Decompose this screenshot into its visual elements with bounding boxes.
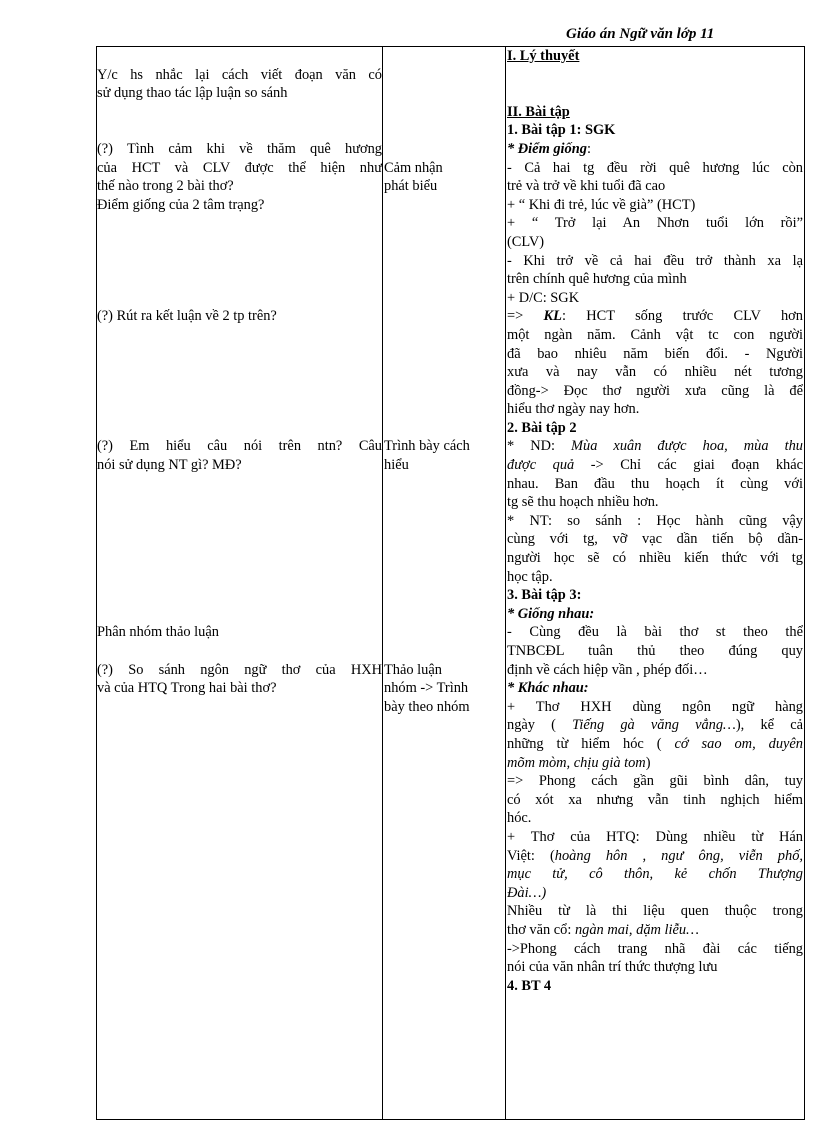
content-line: - Cùng đều là bài thơ st theo thể bbox=[507, 624, 803, 641]
teacher-instruction: Phân nhóm thảo luận bbox=[97, 624, 219, 641]
subheading: * Khác nhau: bbox=[507, 680, 589, 697]
student-activity-column bbox=[384, 47, 505, 716]
content-line: + Thơ HXH dùng ngôn ngữ hàng bbox=[507, 698, 803, 715]
content-line: Đài…) bbox=[507, 884, 547, 901]
teacher-question: thế nào trong 2 bài thơ? bbox=[97, 178, 234, 195]
teacher-question: của HCT và CLV được thể hiện như bbox=[97, 159, 382, 176]
table-border-right bbox=[804, 47, 805, 1119]
content-line: hiểu thơ ngày nay hơn. bbox=[507, 401, 640, 418]
content-line: + Thơ của HTQ: Dùng nhiều từ Hán bbox=[507, 828, 803, 845]
content-line: ->Phong cách trang nhã đài các tiếng bbox=[507, 940, 803, 957]
teacher-question: (?) So sánh ngôn ngữ thơ của HXH bbox=[97, 661, 382, 678]
content-column bbox=[507, 47, 803, 995]
content-line: cùng với tg, vỡ vạc dần tiến bộ dần- bbox=[507, 531, 803, 548]
content-line: - Cả hai tg đều rời quê hương lúc còn bbox=[507, 159, 803, 176]
page-header: Giáo án Ngữ văn lớp 11 bbox=[566, 26, 715, 42]
section-heading: I. Lý thuyết bbox=[507, 48, 580, 64]
student-activity: Thảo luận bbox=[384, 661, 442, 678]
exercise-heading: 3. Bài tập 3: bbox=[507, 587, 582, 604]
content-line: đã bao nhiêu năm biến đổi. - Người bbox=[507, 345, 803, 362]
student-activity: bày theo nhóm bbox=[384, 698, 470, 715]
content-line: những từ hiểm hóc ( cớ sao om, duyên bbox=[507, 735, 803, 752]
content-line: được quả -> Chỉ các giai đoạn khác bbox=[507, 457, 803, 474]
content-line: mõm mòm, chịu già tom) bbox=[507, 754, 651, 771]
content-line: hóc. bbox=[507, 810, 532, 827]
content-line: => Phong cách gần gũi bình dân, tuy bbox=[507, 773, 803, 790]
content-line: mục tử, cô thôn, kẻ chốn Thượng bbox=[507, 866, 803, 883]
student-activity: Cảm nhận bbox=[384, 159, 443, 176]
content-line: một ngàn năm. Cảnh vật tc con người bbox=[507, 326, 803, 343]
content-line: Nhiều từ là thi liệu quen thuộc trong bbox=[507, 903, 803, 920]
content-line: ngày ( Tiếng gà văng vẳng…), kể cả bbox=[507, 717, 803, 734]
content-line: * ND: Mùa xuân được hoa, mùa thu bbox=[507, 438, 803, 455]
teacher-activity-column bbox=[97, 47, 382, 698]
teacher-question: Điểm giống của 2 tâm trạng? bbox=[97, 196, 265, 213]
content-line: thơ văn cổ: ngàn mai, dặm liễu… bbox=[507, 921, 699, 938]
column-divider-1 bbox=[382, 47, 383, 1119]
content-line: + D/C: SGK bbox=[507, 289, 580, 306]
exercise-heading: 2. Bài tập 2 bbox=[507, 419, 577, 436]
student-activity: phát biểu bbox=[384, 178, 438, 195]
subheading: * Giống nhau: bbox=[507, 605, 595, 622]
content-line: đồng-> Đọc thơ người xưa cũng là để bbox=[507, 382, 803, 399]
content-line: trên chính quê hương của mình bbox=[507, 271, 687, 288]
teacher-question: (?) Rút ra kết luận về 2 tp trên? bbox=[97, 308, 277, 325]
column-divider-2 bbox=[505, 47, 506, 1119]
student-activity: nhóm -> Trình bbox=[384, 680, 469, 697]
content-line: trẻ và trở về khi tuổi đã cao bbox=[507, 178, 666, 195]
content-line: nhau. Ban đầu thu hoạch ít cùng với bbox=[507, 475, 803, 492]
content-line: - Khi trở về cả hai đều trở thành xa lạ bbox=[507, 252, 803, 269]
lesson-table bbox=[96, 46, 805, 1120]
content-line: xưa và nay vẫn có nhiều nét tương bbox=[507, 364, 803, 381]
student-activity: hiểu bbox=[384, 457, 409, 474]
exercise-heading: 1. Bài tập 1: SGK bbox=[507, 122, 616, 139]
content-line: người học sẽ có nhiều kiến thức với tg bbox=[507, 550, 803, 567]
content-line: định về cách hiệp vần , phép đối… bbox=[507, 661, 708, 678]
content-line: (CLV) bbox=[507, 233, 545, 250]
content-line: Việt: (hoàng hôn , ngư ông, viễn phố, bbox=[507, 847, 803, 864]
teacher-question: và của HTQ Trong hai bài thơ? bbox=[97, 680, 277, 697]
content-line: học tập. bbox=[507, 568, 553, 585]
student-activity: Trình bày cách bbox=[384, 438, 470, 455]
teacher-question: (?) Tình cảm khi về thăm quê hương bbox=[97, 140, 382, 157]
section-heading: II. Bài tập bbox=[507, 103, 570, 120]
content-line: + “ Khi đi trẻ, lúc về già” (HCT) bbox=[507, 196, 696, 213]
content-line: nói của văn nhân trí thức thượng lưu bbox=[507, 959, 718, 976]
content-line: có xót xa nhưng vẫn tinh nghịch hiểm bbox=[507, 791, 803, 808]
teacher-question: (?) Em hiểu câu nói trên ntn? Câu bbox=[97, 438, 382, 455]
content-line: tg sẽ thu hoạch nhiều hơn. bbox=[507, 494, 659, 511]
content-line: => KL: HCT sống trước CLV hơn bbox=[507, 308, 803, 325]
content-line: + “ Trở lại An Nhơn tuổi lớn rồi” bbox=[507, 215, 803, 232]
exercise-heading: 4. BT 4 bbox=[507, 977, 552, 994]
content-line: * NT: so sánh : Học hành cũng vậy bbox=[507, 512, 803, 529]
subheading: * Điểm giống: bbox=[507, 140, 591, 157]
teacher-question: nói sử dụng NT gì? MĐ? bbox=[97, 457, 242, 474]
content-line: TNBCĐL tuân thủ theo đúng quy bbox=[507, 643, 803, 659]
teacher-question: sử dụng thao tác lập luận so sánh bbox=[97, 85, 288, 102]
teacher-question: Y/c hs nhắc lại cách viết đoạn văn có bbox=[97, 66, 382, 83]
